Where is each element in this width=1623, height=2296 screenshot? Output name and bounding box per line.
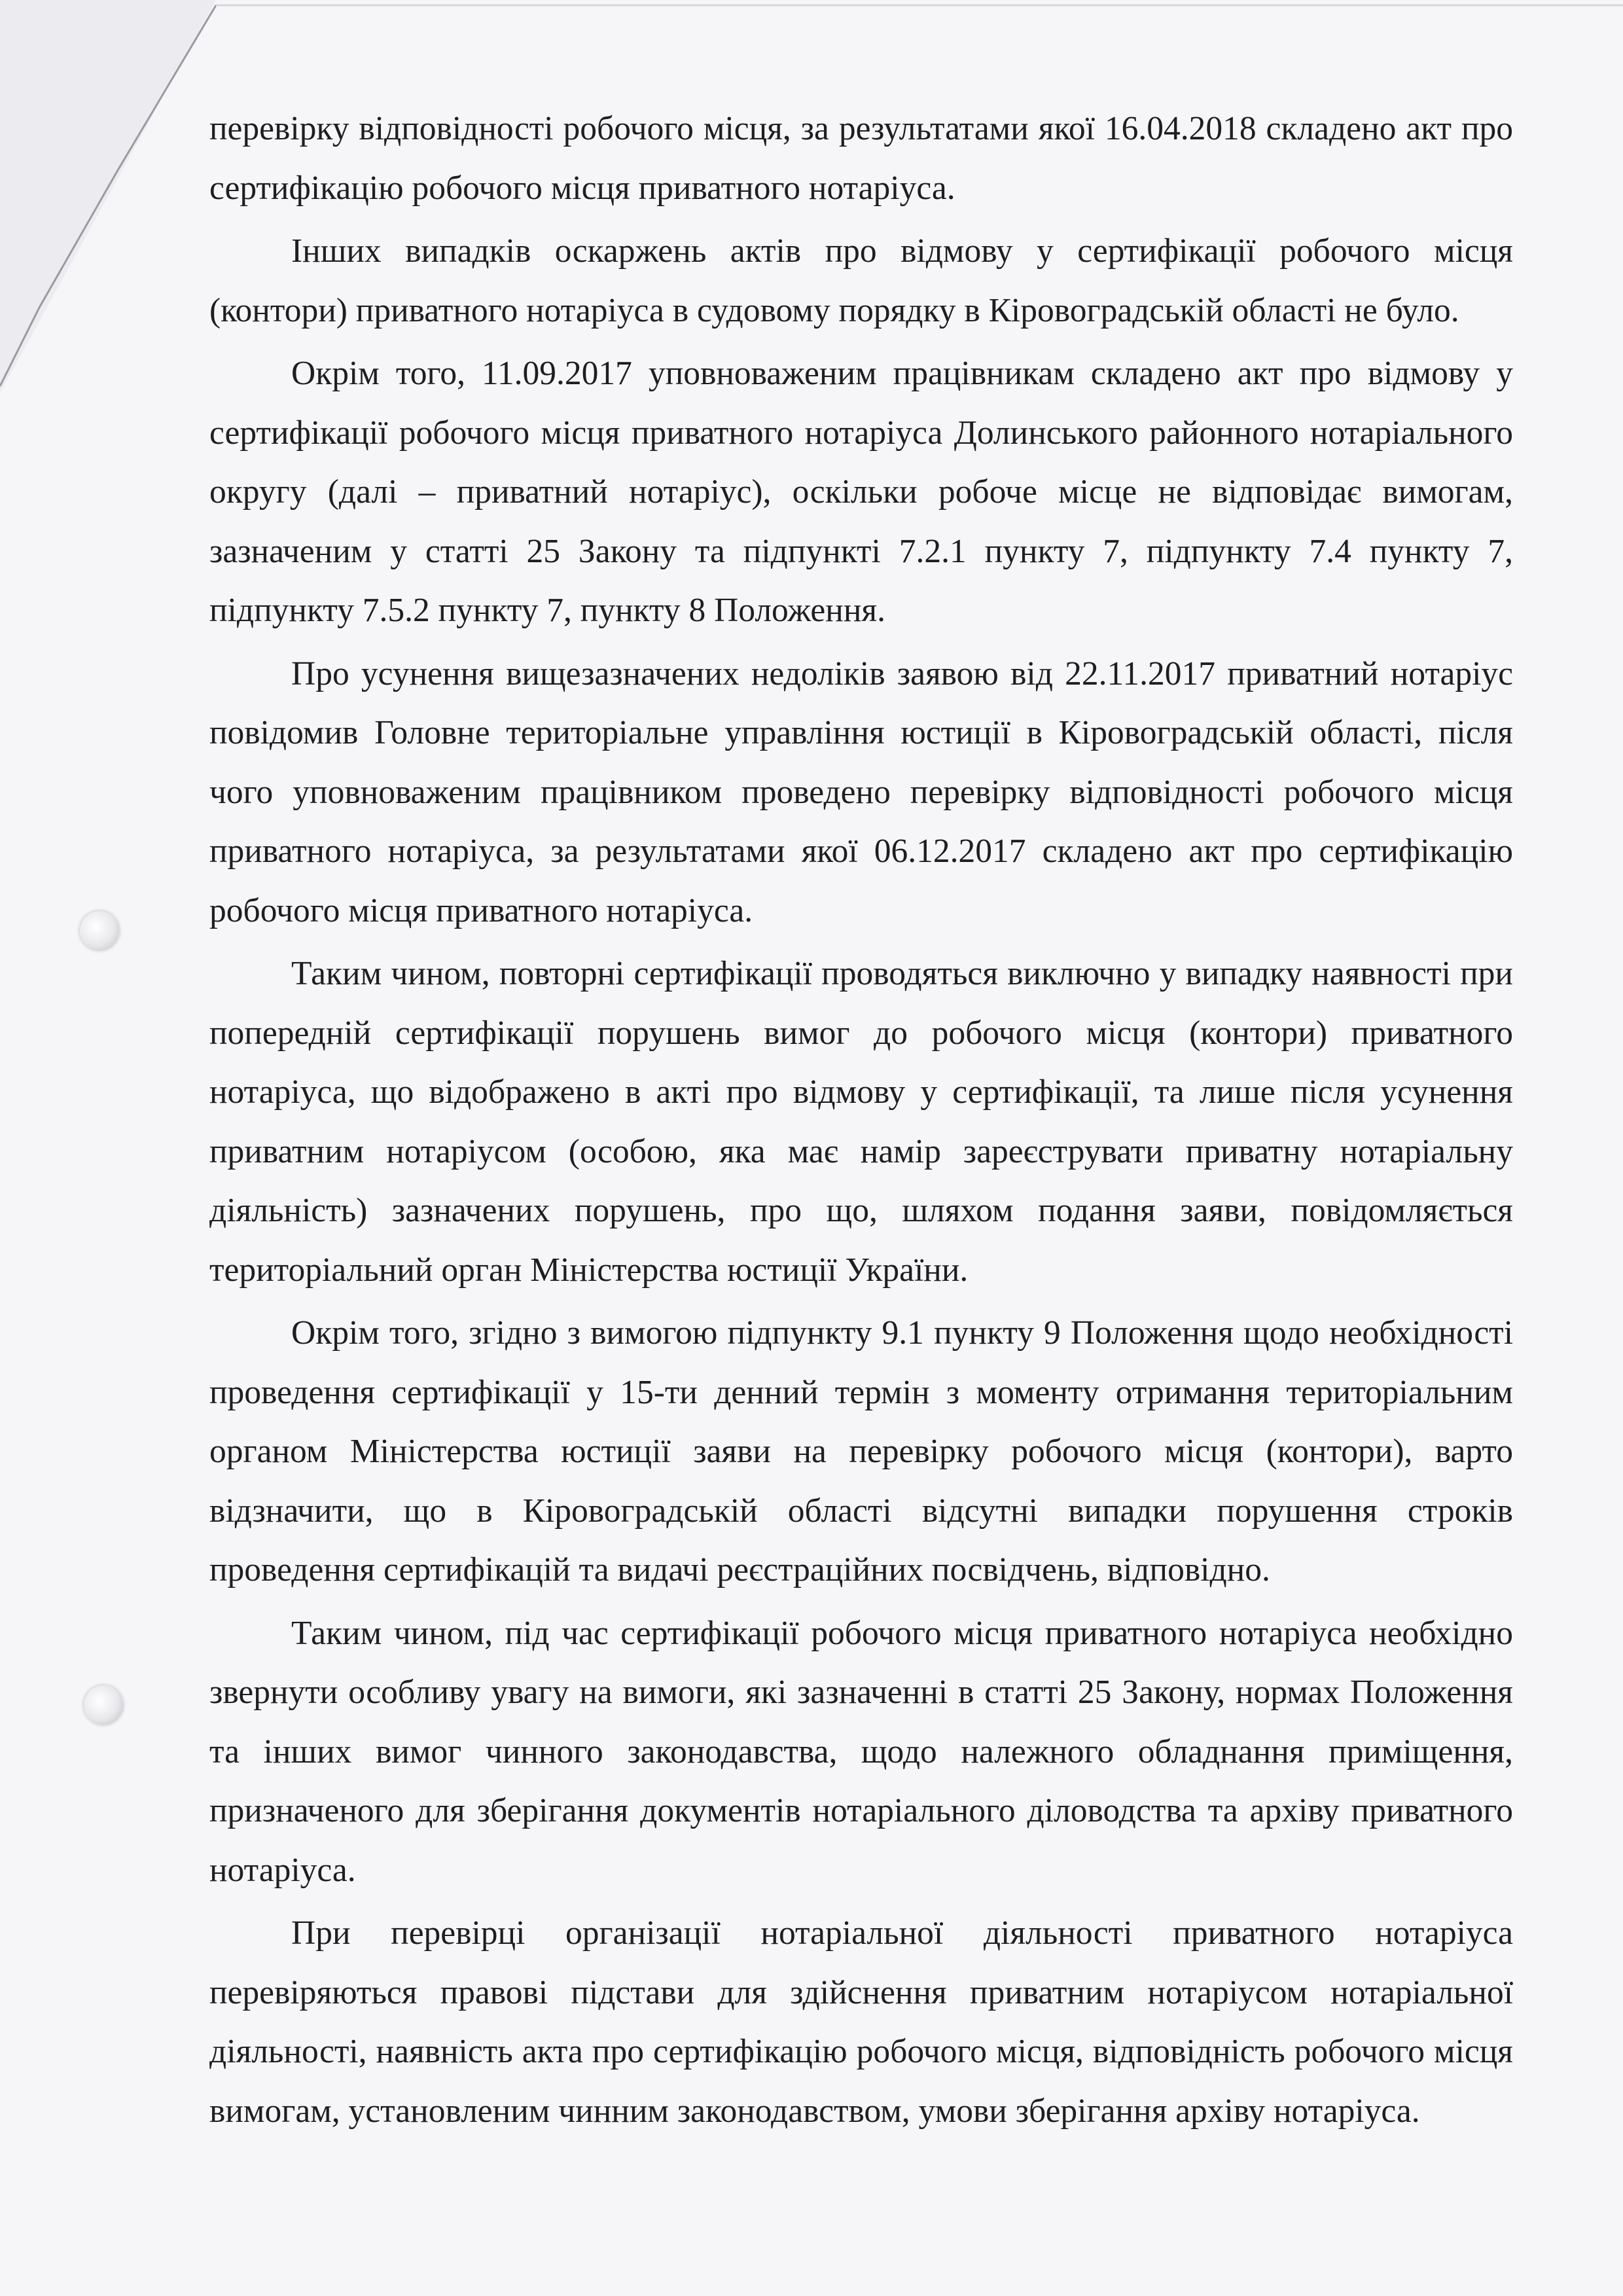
paragraph-1: перевірку відповідності робочого місця, за результатами якої 16.04.2018 складено акт про сертифікацію робочого місця приватного нотаріуса. — [209, 110, 1513, 207]
punch-hole-lower — [84, 1685, 123, 1725]
paragraph-7: Таким чином, під час сертифікації робочого місця приватного нотаріуса необхідно звернути особливу увагу на вимоги, які зазначенні в статті 25 Закону, нормах Положення та інших вимог чинного законодавства, щодо належного обладнання приміщення, призначеного для зберігання документів нотаріального діловодства та архіву приватного нотаріуса. — [209, 1614, 1513, 1889]
paragraph-8: При перевірці організації нотаріальної діяльності приватного нотаріуса перевіряються правові підстави для здійснення приватним нотаріусом нотаріальної діяльності, наявність акта про сертифікацію робочого місця, відповідність робочого місця вимогам, установленим чинним законодавством, умови зберігання архіву нотаріуса. — [209, 1914, 1513, 2130]
document-body — [209, 99, 1513, 2145]
paragraph-4: Про усунення вищезазначених недоліків заявою від 22.11.2017 приватний нотаріус повідомив Головне територіальне управління юстиції в Кіровоградській області, після чого уповноваженим працівником проведено перевірку відповідності робочого місця приватного нотаріуса, за результатами якої 06.12.2017 складено акт про сертифікацію робочого місця приватного нотаріуса. — [209, 655, 1513, 929]
paragraph-6: Окрім того, згідно з вимогою підпункту 9.1 пункту 9 Положення щодо необхідності проведення сертифікації у 15-ти денний термін з моменту отримання територіальним органом Міністерства юстиції заяви на перевірку робочого місця (контори), варто відзначити, що в Кіровоградській області відсутні випадки порушення строків проведення сертифікацій та видачі реєстраційних посвідчень, відповідно. — [209, 1314, 1513, 1588]
punch-hole-upper — [80, 911, 119, 950]
paragraph-5: Таким чином, повторні сертифікації проводяться виключно у випадку наявності при попередній сертифікації порушень вимог до робочого місця (контори) приватного нотаріуса, що відображено в акті про відмову у сертифікації, та лише після усунення приватним нотаріусом (особою, яка має намір зареєструвати приватну нотаріальну діяльність) зазначених порушень, про що, шляхом подання заяви, повідомляється територіальний орган Міністерства юстиції України. — [209, 955, 1513, 1289]
paragraph-3: Окрім того, 11.09.2017 уповноваженим працівникам складено акт про відмову у сертифікації робочого місця приватного нотаріуса Долинського районного нотаріального округу (далі – приватний нотаріус), оскільки робоче місце не відповідає вимогам, зазначеним у статті 25 Закону та підпункті 7.2.1 пункту 7, підпункту 7.4 пункту 7, підпункту 7.5.2 пункту 7, пункту 8 Положення. — [209, 355, 1513, 629]
paragraph-2: Інших випадків оскаржень актів про відмову у сертифікації робочого місця (контори) приватного нотаріуса в судовому порядку в Кіровоградській області не було. — [209, 232, 1513, 329]
